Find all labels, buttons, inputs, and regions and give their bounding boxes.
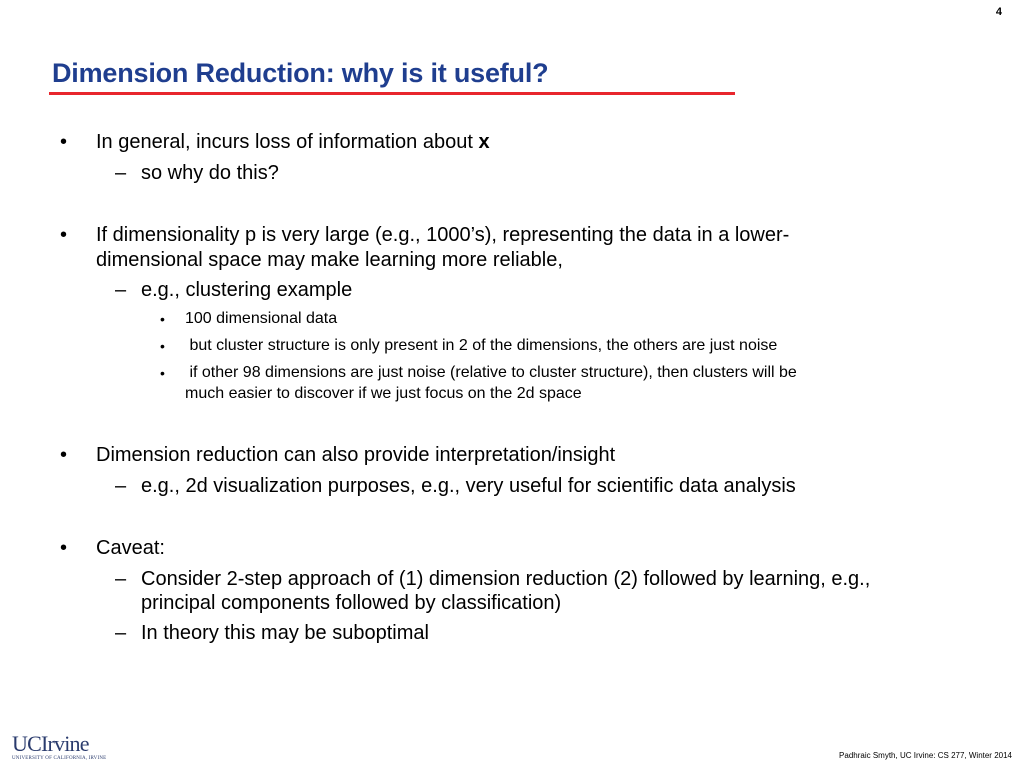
slide-number: 4 <box>995 6 1002 18</box>
dash-marker: – <box>115 475 127 497</box>
bullet-text: dimensional space may make learning more reliable, <box>96 249 563 271</box>
sub-sub-bullet-text: but cluster structure is only present in 2 of the dimensions, the others are just noise <box>185 337 778 354</box>
logo-subtitle: UNIVERSITY OF CALIFORNIA, IRVINE <box>12 756 107 761</box>
sub-sub-bullet-text: 100 dimensional data <box>185 310 338 327</box>
sub-bullet-text: principal components followed by classification) <box>141 592 562 614</box>
bullet-marker: • <box>60 224 68 246</box>
bullet-marker: • <box>160 338 165 354</box>
logo-wordmark: UCIrvine <box>12 731 89 756</box>
sub-bullet-text: Consider 2-step approach of (1) dimension reduction (2) followed by learning, e.g., <box>141 568 871 590</box>
bullet-marker: • <box>160 311 165 327</box>
dash-marker: – <box>115 568 127 590</box>
dash-marker: – <box>115 162 127 184</box>
sub-sub-bullet-text: much easier to discover if we just focus on the 2d space <box>185 385 582 402</box>
dash-marker: – <box>115 622 127 644</box>
title-underline <box>49 92 735 95</box>
slide-title: Dimension Reduction: why is it useful? <box>52 58 549 88</box>
uc-irvine-logo <box>12 731 107 763</box>
bullet-marker: • <box>160 365 165 381</box>
bullet-text: Dimension reduction can also provide interpretation/insight <box>96 444 616 466</box>
sub-bullet-text: e.g., 2d visualization purposes, e.g., very useful for scientific data analysis <box>141 475 796 497</box>
sub-bullet-text: In theory this may be suboptimal <box>141 622 429 644</box>
bullet-bold-text: x <box>478 131 490 153</box>
footer-credit: Padhraic Smyth, UC Irvine: CS 277, Winter 2014 <box>839 751 1012 760</box>
bullet-marker: • <box>60 537 68 559</box>
bullet-text: In general, incurs loss of information about <box>96 131 479 153</box>
sub-bullet-text: so why do this? <box>141 162 279 184</box>
bullet-marker: • <box>60 131 68 153</box>
bullet-text: Caveat: <box>96 537 165 559</box>
bullet-marker: • <box>60 444 68 466</box>
sub-sub-bullet-text: if other 98 dimensions are just noise (relative to cluster structure), then clusters will be <box>185 364 797 381</box>
dash-marker: – <box>115 279 127 301</box>
sub-bullet-text: e.g., clustering example <box>141 279 353 301</box>
bullet-text: If dimensionality p is very large (e.g., 1000’s), representing the data in a lower- <box>96 224 790 246</box>
